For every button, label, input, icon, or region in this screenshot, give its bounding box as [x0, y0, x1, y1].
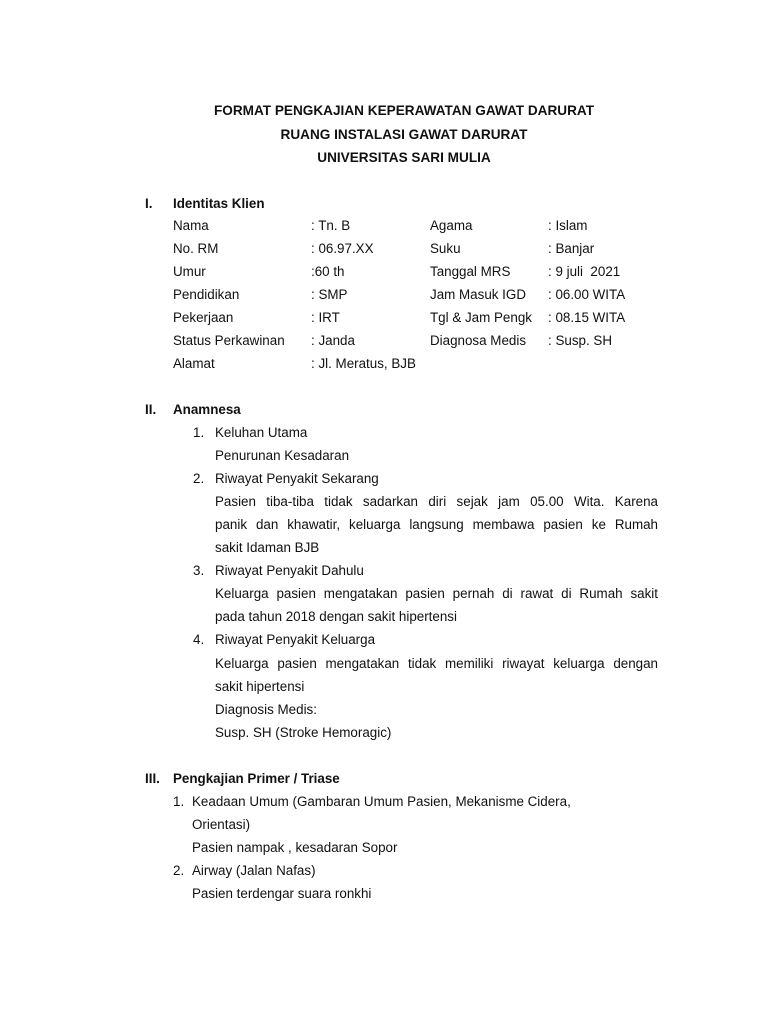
field-label-pekerjaan: Pekerjaan	[173, 310, 234, 325]
anamnesa-item-heading: Riwayat Penyakit Sekarang	[215, 471, 379, 486]
field-label-pendidikan: Pendidikan	[173, 287, 240, 302]
field-value-umur: :60 th	[311, 264, 345, 279]
field-label-no-rm: No. RM	[173, 241, 219, 256]
anamnesa-item-text: Keluarga pasien mengatakan tidak memiliki riwayat keluarga dengan	[215, 656, 658, 671]
triase-item-heading: Keadaan Umum (Gambaran Umum Pasien, Mekanisme Cidera,	[192, 794, 571, 809]
document-subtitle-ruang: RUANG INSTALASI GAWAT DARURAT	[280, 127, 528, 142]
field-value-pekerjaan: : IRT	[311, 310, 340, 325]
section-3-numeral: III.	[145, 771, 160, 786]
anamnesa-item-heading: Keluhan Utama	[215, 425, 308, 440]
field-value-status-perkawinan: : Janda	[311, 333, 355, 348]
anamnesa-item-heading: Riwayat Penyakit Dahulu	[215, 563, 364, 578]
field-value-tanggal-mrs: : 9 juli 2021	[548, 264, 621, 279]
anamnesa-item-text: Pasien tiba-tiba tidak sadarkan diri sejak jam 05.00 Wita. Karena	[215, 494, 658, 509]
field-label-suku: Suku	[430, 241, 461, 256]
anamnesa-item-text: Penurunan Kesadaran	[215, 448, 350, 463]
triase-item-text: Pasien terdengar suara ronkhi	[192, 886, 372, 901]
triase-item-number: 2.	[173, 863, 185, 878]
field-value-alamat: : Jl. Meratus, BJB	[311, 356, 416, 371]
field-label-nama: Nama	[173, 218, 209, 233]
anamnesa-item-text: Diagnosis Medis:	[215, 702, 317, 717]
field-value-tgl-jam-pengkajian: : 08.15 WITA	[548, 310, 626, 325]
triase-item-text: Orientasi)	[192, 817, 251, 832]
section-2-title: Anamnesa	[173, 402, 241, 417]
field-value-suku: : Banjar	[548, 241, 595, 256]
field-value-diagnosa-medis: : Susp. SH	[548, 333, 613, 348]
anamnesa-item-number: 4.	[193, 632, 205, 647]
field-label-jam-masuk-igd: Jam Masuk IGD	[430, 287, 526, 302]
field-value-no-rm: : 06.97.XX	[311, 241, 374, 256]
field-value-agama: : Islam	[548, 218, 588, 233]
document-title: FORMAT PENGKAJIAN KEPERAWATAN GAWAT DARURAT	[213, 103, 595, 118]
anamnesa-item-number: 1.	[193, 425, 205, 440]
anamnesa-item-text: Keluarga pasien mengatakan pasien pernah di rawat di Rumah sakit	[215, 586, 658, 601]
section-3-title: Pengkajian Primer / Triase	[173, 771, 340, 786]
field-label-agama: Agama	[430, 218, 473, 233]
document-subtitle-universitas: UNIVERSITAS SARI MULIA	[317, 150, 491, 165]
field-value-jam-masuk-igd: : 06.00 WITA	[548, 287, 626, 302]
field-label-status-perkawinan: Status Perkawinan	[173, 333, 285, 348]
field-value-pendidikan: : SMP	[311, 287, 348, 302]
field-label-alamat: Alamat	[173, 356, 215, 371]
field-label-tgl-jam-pengkajian: Tgl & Jam Pengk	[430, 310, 532, 325]
section-1-title: Identitas Klien	[173, 196, 265, 211]
anamnesa-item-text: Susp. SH (Stroke Hemoragic)	[215, 725, 392, 740]
triase-item-text: Pasien nampak , kesadaran Sopor	[192, 840, 398, 855]
section-1-numeral: I.	[145, 196, 153, 211]
section-2-numeral: II.	[145, 402, 157, 417]
field-label-tanggal-mrs: Tanggal MRS	[430, 264, 511, 279]
triase-item-number: 1.	[173, 794, 185, 809]
anamnesa-item-text: sakit hipertensi	[215, 679, 305, 694]
anamnesa-item-number: 2.	[193, 471, 205, 486]
anamnesa-item-text: sakit Idaman BJB	[215, 540, 320, 555]
triase-item-heading: Airway (Jalan Nafas)	[192, 863, 316, 878]
anamnesa-item-text: pada tahun 2018 dengan sakit hipertensi	[215, 609, 457, 624]
anamnesa-item-number: 3.	[193, 563, 205, 578]
field-label-diagnosa-medis: Diagnosa Medis	[430, 333, 527, 348]
anamnesa-item-heading: Riwayat Penyakit Keluarga	[215, 632, 376, 647]
field-value-nama: : Tn. B	[311, 218, 351, 233]
anamnesa-item-text: panik dan khawatir, keluarga langsung membawa pasien ke Rumah	[215, 517, 658, 532]
field-label-umur: Umur	[173, 264, 206, 279]
